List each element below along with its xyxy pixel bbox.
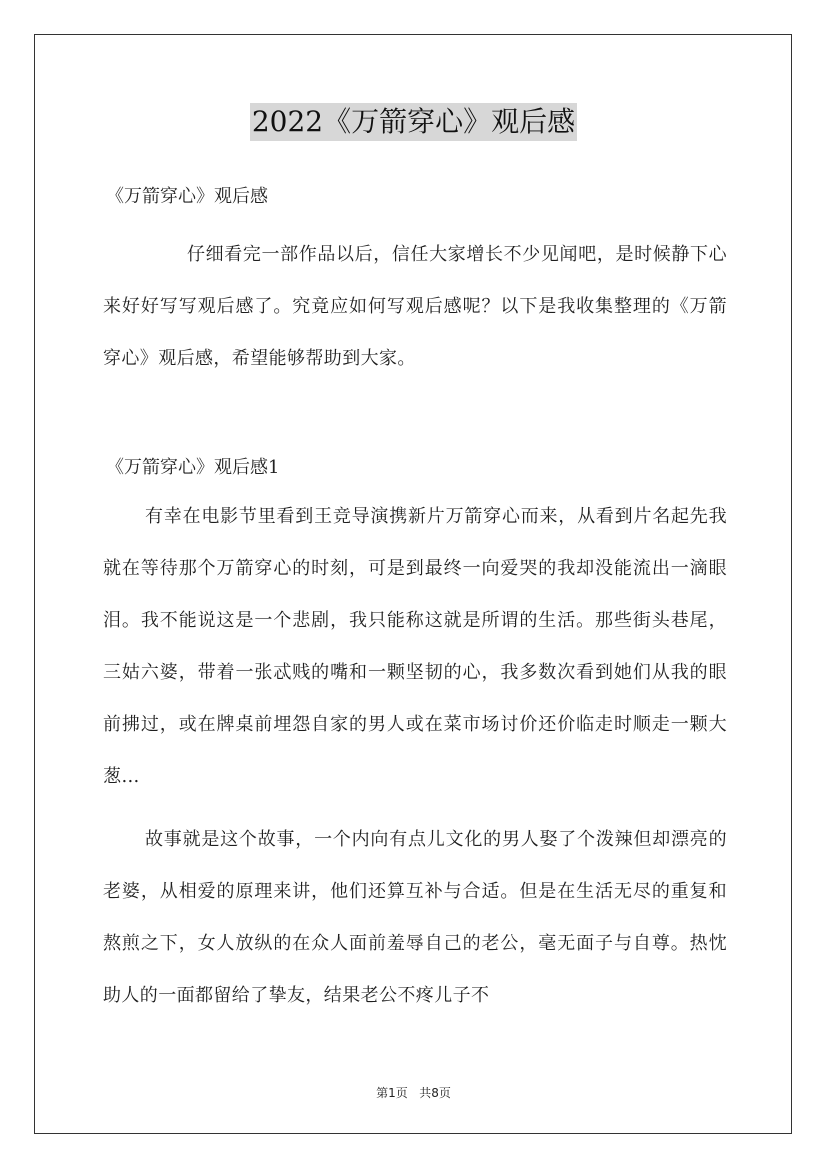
document-subtitle: 《万箭穿心》观后感 xyxy=(106,186,268,207)
page-total: 共8页 xyxy=(419,1086,451,1100)
page-footer xyxy=(0,1084,827,1101)
document-title: 2022《万箭穿心》观后感 xyxy=(250,103,577,141)
intro-paragraph: 仔细看完一部作品以后，信任大家增长不少见闻吧，是时候静下心来好好写写观后感了。究竟应如何写观后感呢？以下是我收集整理的《万箭穿心》观后感，希望能够帮助到大家。 xyxy=(103,244,727,369)
section-heading: 《万箭穿心》观后感1 xyxy=(106,457,280,478)
body-paragraph-2: 故事就是这个故事，一个内向有点儿文化的男人娶了个泼辣但却漂亮的老婆，从相爱的原理来讲，他们还算互补与合适。但是在生活无尽的重复和熬煎之下，女人放纵的在众人面前羞辱自己的老公，毫无面子与自尊。热忱助人的一面都留给了挚友，结果老公不疼儿子不 xyxy=(103,829,727,1006)
title-container xyxy=(0,103,827,141)
page-number: 第1页 xyxy=(376,1086,408,1100)
body-paragraph-1: 有幸在电影节里看到王竞导演携新片万箭穿心而来，从看到片名起先我就在等待那个万箭穿心的时刻，可是到最终一向爱哭的我却没能流出一滴眼泪。我不能说这是一个悲剧，我只能称这就是所谓的生活。那些街头巷尾，三姑六婆，带着一张忒贱的嘴和一颗坚韧的心，我多数次看到她们从我的眼前拂过，或在牌桌前埋怨自家的男人或在菜市场讨价还价临走时顺走一颗大葱… xyxy=(103,506,727,787)
